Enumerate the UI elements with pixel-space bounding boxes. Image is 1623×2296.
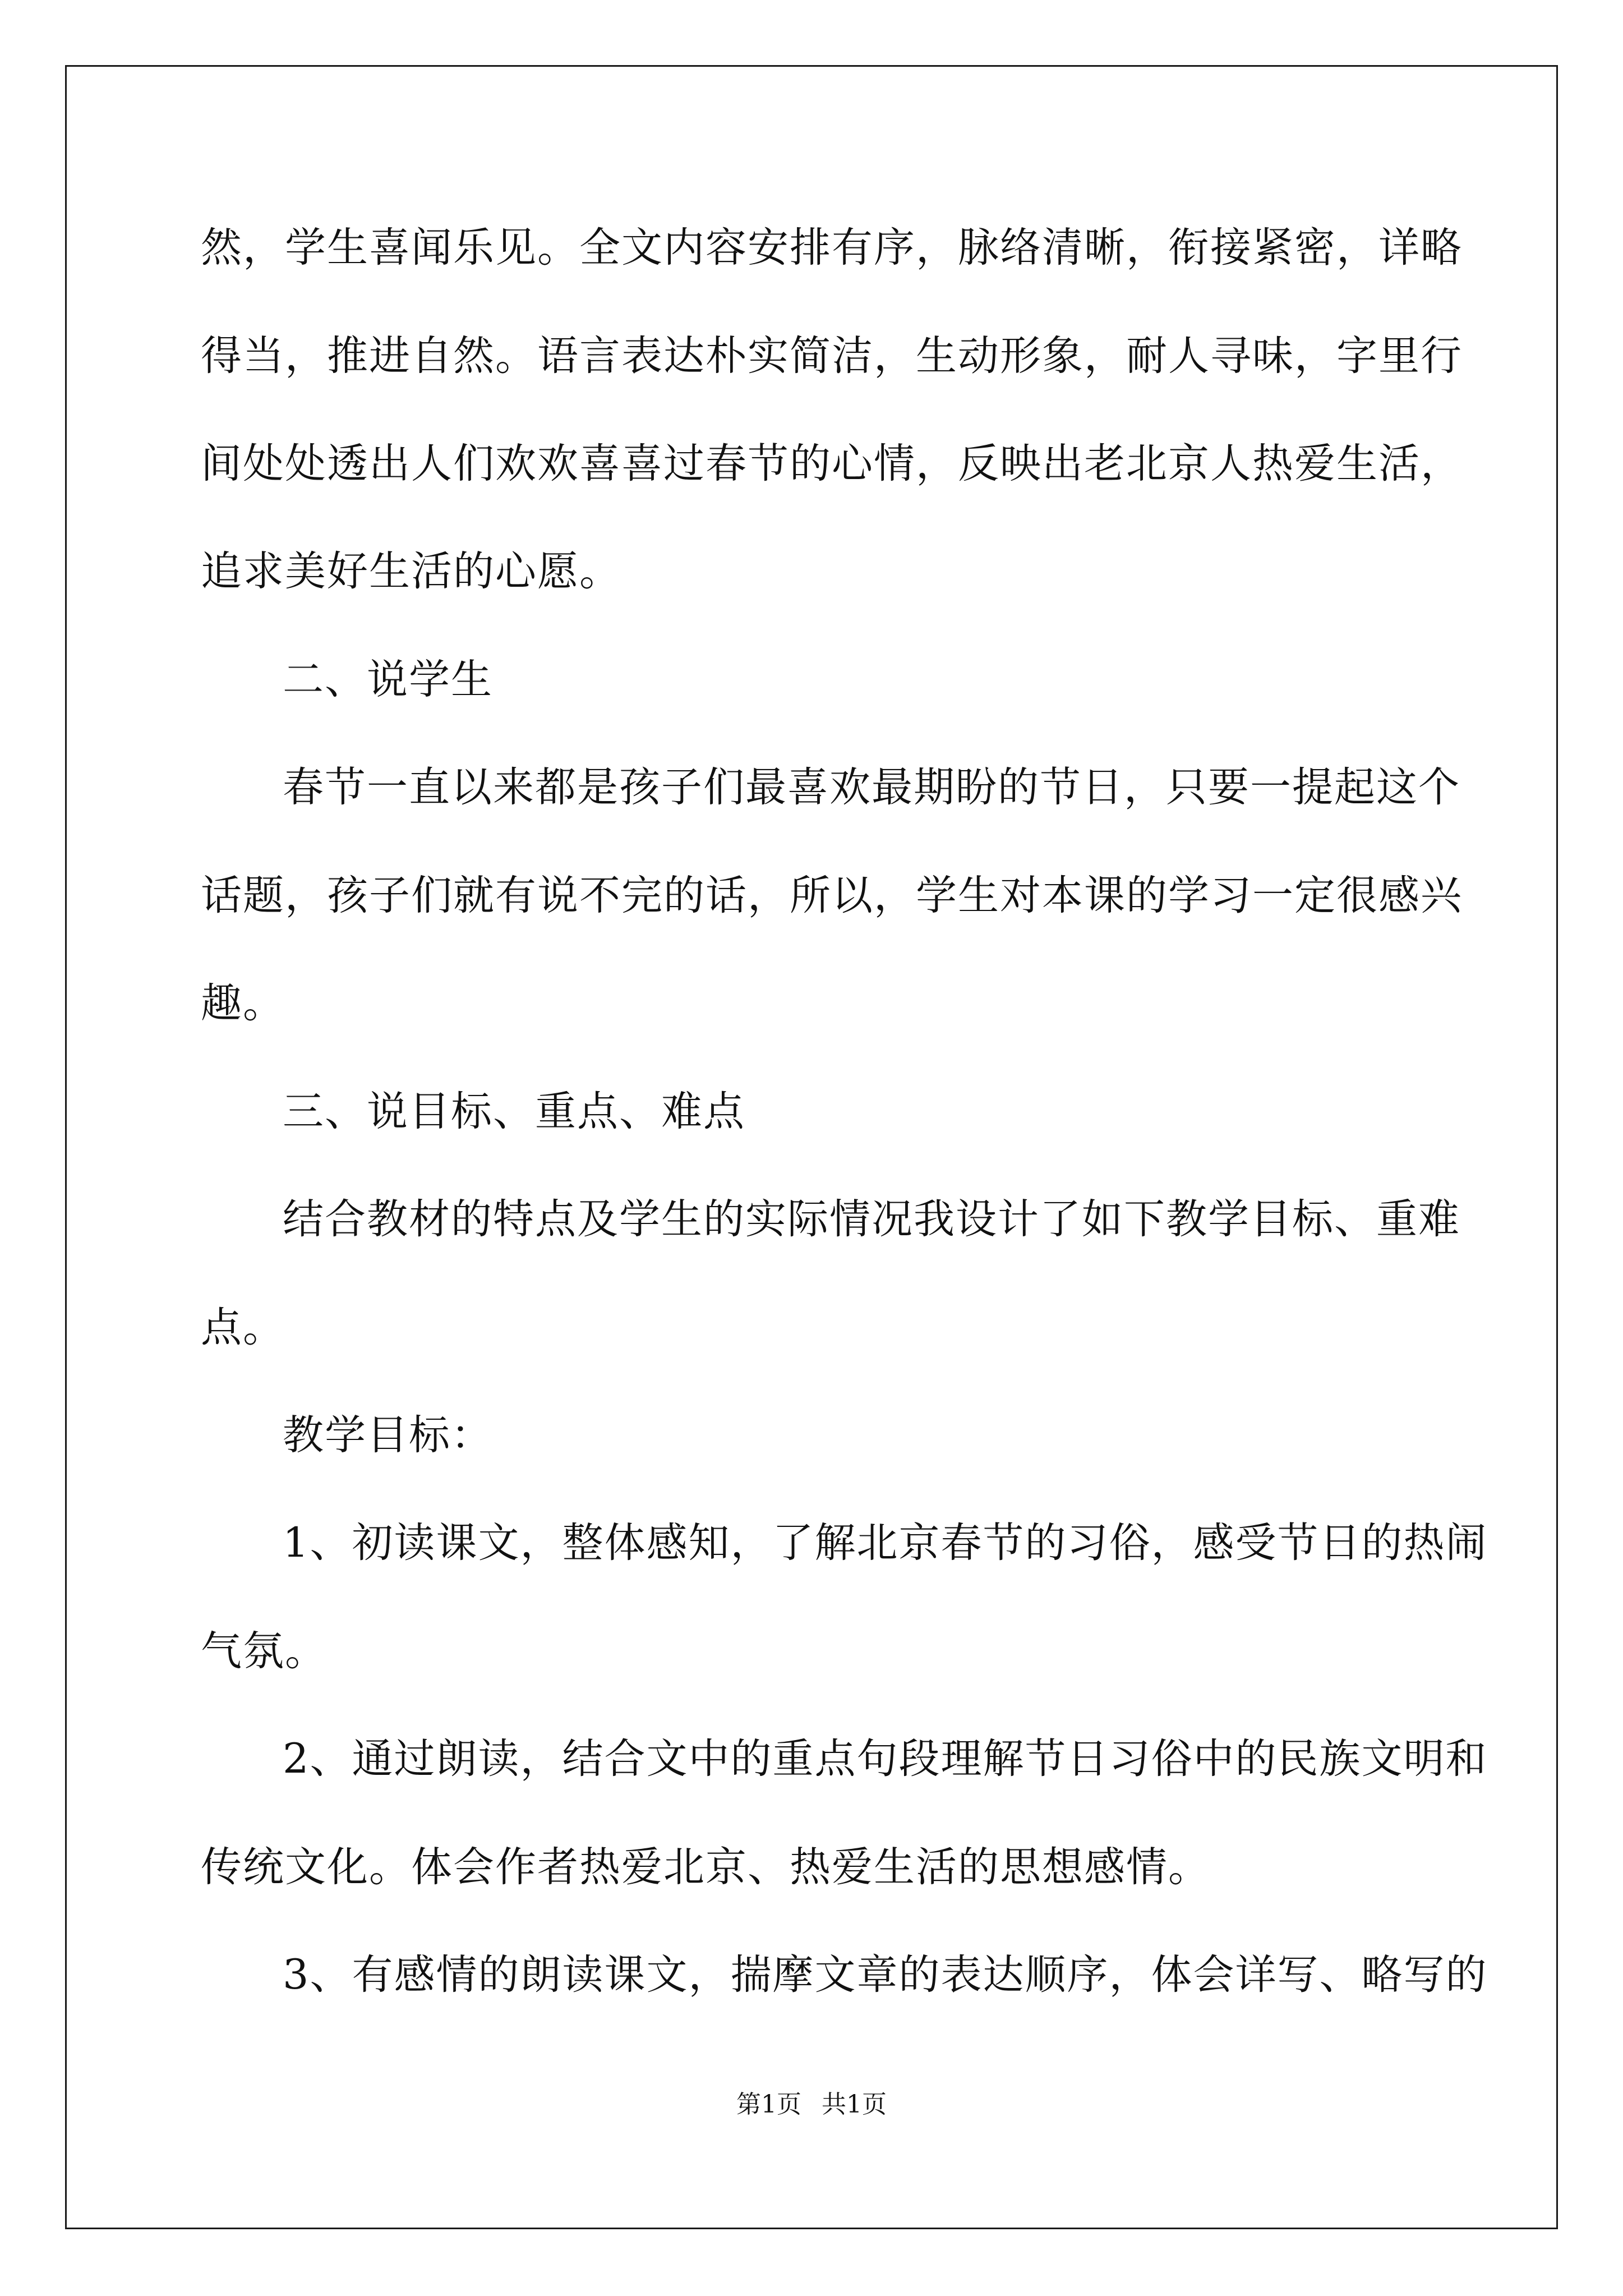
text-line: 话题，孩子们就有说不完的话，所以，学生对本课的学习一定很感兴 [201, 872, 1463, 919]
text-line: 然，学生喜闻乐见。全文内容安排有序，脉络清晰，衔接紧密，详略 [201, 224, 1463, 272]
page-footer [0, 2092, 1623, 2117]
section-heading: 三、说目标、重点、难点 [283, 1088, 745, 1135]
text-line: 间处处透出人们欢欢喜喜过春节的心情，反映出老北京人热爱生活， [201, 440, 1463, 487]
list-item: 1、初读课文，整体感知，了解北京春节的习俗，感受节日的热闹 [283, 1519, 1488, 1567]
text-line: 追求美好生活的心愿。 [201, 547, 621, 595]
text-line: 得当，推进自然。语言表达朴实简洁，生动形象，耐人寻味，字里行 [201, 332, 1463, 380]
page-number: 第1页 [736, 2090, 801, 2119]
page-total: 共1页 [822, 2090, 887, 2119]
text-line: 春节一直以来都是孩子们最喜欢最期盼的节日，只要一提起这个 [283, 763, 1460, 811]
subheading: 教学目标： [283, 1411, 493, 1459]
text-line: 点。 [201, 1304, 285, 1351]
text-line: 趣。 [201, 979, 285, 1027]
text-line: 结合教材的特点及学生的实际情况我设计了如下教学目标、重难 [283, 1195, 1460, 1243]
page-border [65, 65, 1558, 2229]
text-line: 传统文化。体会作者热爱北京、热爱生活的思想感情。 [201, 1843, 1210, 1891]
list-item: 3、有感情的朗读课文，揣摩文章的表达顺序，体会详写、略写的 [283, 1951, 1488, 1999]
section-heading: 二、说学生 [283, 656, 493, 703]
text-line: 气氛。 [201, 1627, 327, 1675]
list-item: 2、通过朗读，结合文中的重点句段理解节日习俗中的民族文明和 [283, 1735, 1488, 1783]
